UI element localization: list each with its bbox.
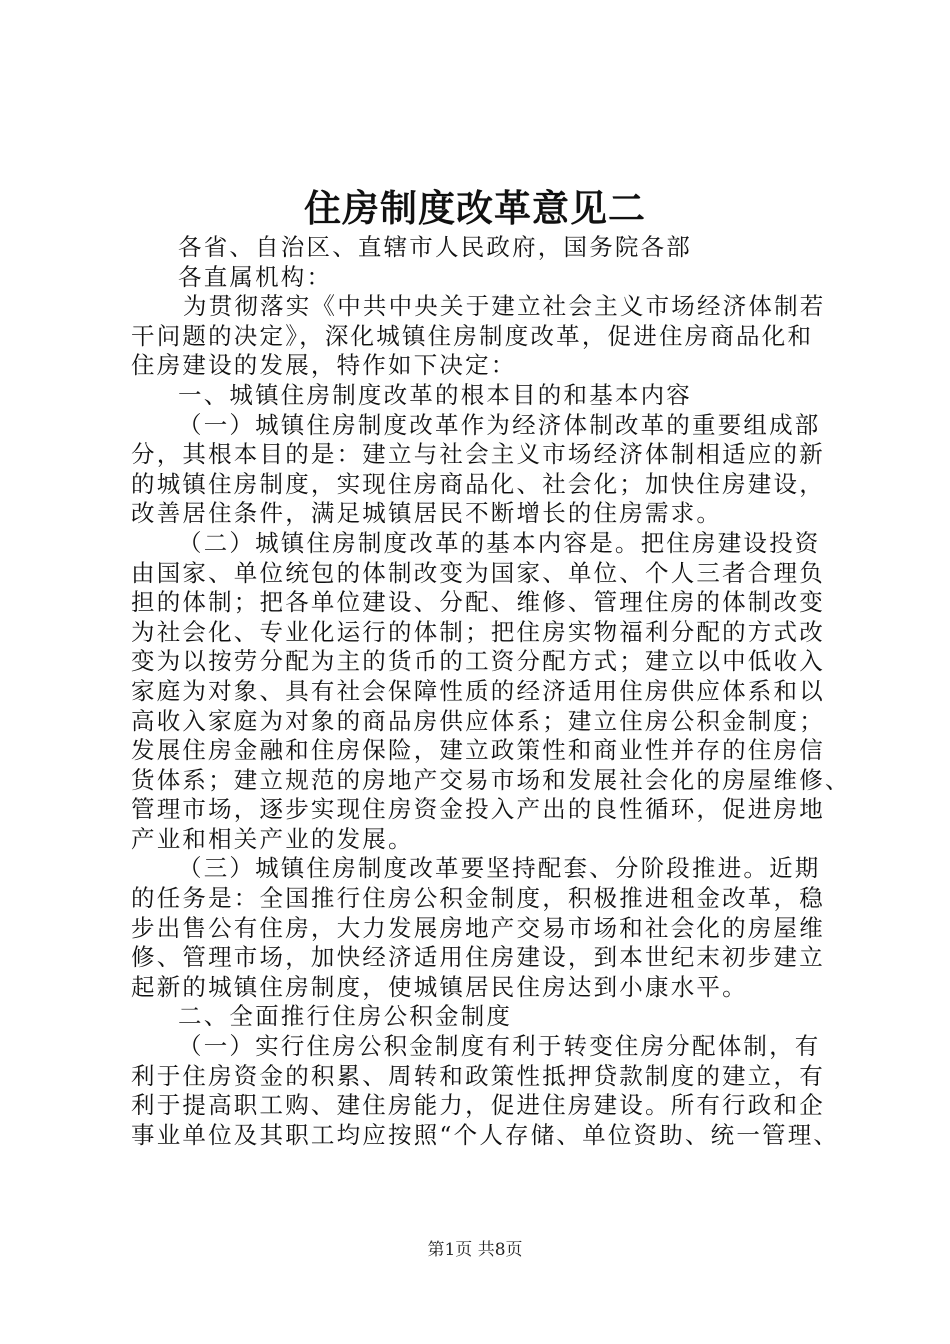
paragraph-intro: 为贯彻落实《中共中央关于建立社会主义市场经济体制若 干问题的决定》，深化城镇住房制度改革，促进住房商品化和 住房建设的发展，特作如下决定： <box>131 292 826 380</box>
paragraph-2-1: （一）实行住房公积金制度有利于转变住房分配体制，有 利于住房资金的积累、周转和政策性抵押贷款制度的建立，有 利于提高职工购、建住房能力，促进住房建设。所有行政和企 事业单位及其职工均应按照“个人存储、单位资助、统一管理、 <box>131 1032 840 1149</box>
section-heading-2: 二、全面推行住房公积金制度 <box>178 1002 513 1031</box>
paragraph-1-2: （二）城镇住房制度改革的基本内容是。把住房建设投资 由国家、单位统包的体制改变为国家、单位、个人三者合理负 担的体制；把各单位建设、分配、维修、管理住房的体制改变 为社会化、专业化运行的体制；把住房实物福利分配的方式改 变为以按劳分配为主的货币的工资分配方式；建立以中低收入 家庭为对象、具有社会保障性质的经济适用住房供应体系和以 高收入家庭为对象的商品房供应体系；建立住房公积金制度； 发展住房金融和住房保险，建立政策性和商业性并存的住房信 货体系；建立规范的房地产交易市场和发展社会化的房屋维修、 管理市场，逐步实现住房资金投入产出的良性循环，促进房地 产业和相关产业的发展。 <box>131 528 851 853</box>
paragraph-1-1: （一）城镇住房制度改革作为经济体制改革的重要组成部 分，其根本目的是：建立与社会主义市场经济体制相适应的新 的城镇住房制度，实现住房商品化、社会化；加快住房建设， 改善居住条件，满足城镇居民不断增长的住房需求。 <box>131 410 825 528</box>
addressee-line: 各省、自治区、直辖市人民政府，国务院各部 <box>178 233 692 261</box>
page-footer: 第1页 共8页 <box>427 1240 523 1260</box>
paragraph-1-3: （三）城镇住房制度改革要坚持配套、分阶段推进。近期 的任务是：全国推行住房公积金制度，积极推进租金改革，稳 步出售公有住房，大力发展房地产交易市场和社会化的房屋维 修、管理市场，加快经济适用住房建设，到本世纪末初步建立 起新的城镇住房制度，使城镇居民住房达到小康水平。 <box>131 854 825 1001</box>
document-title: 住房制度改革意见二 <box>304 186 646 230</box>
section-heading-1: 一、城镇住房制度改革的根本目的和基本内容 <box>178 380 692 409</box>
addressee-line: 各直属机构： <box>178 262 333 291</box>
document-body <box>131 233 851 1150</box>
